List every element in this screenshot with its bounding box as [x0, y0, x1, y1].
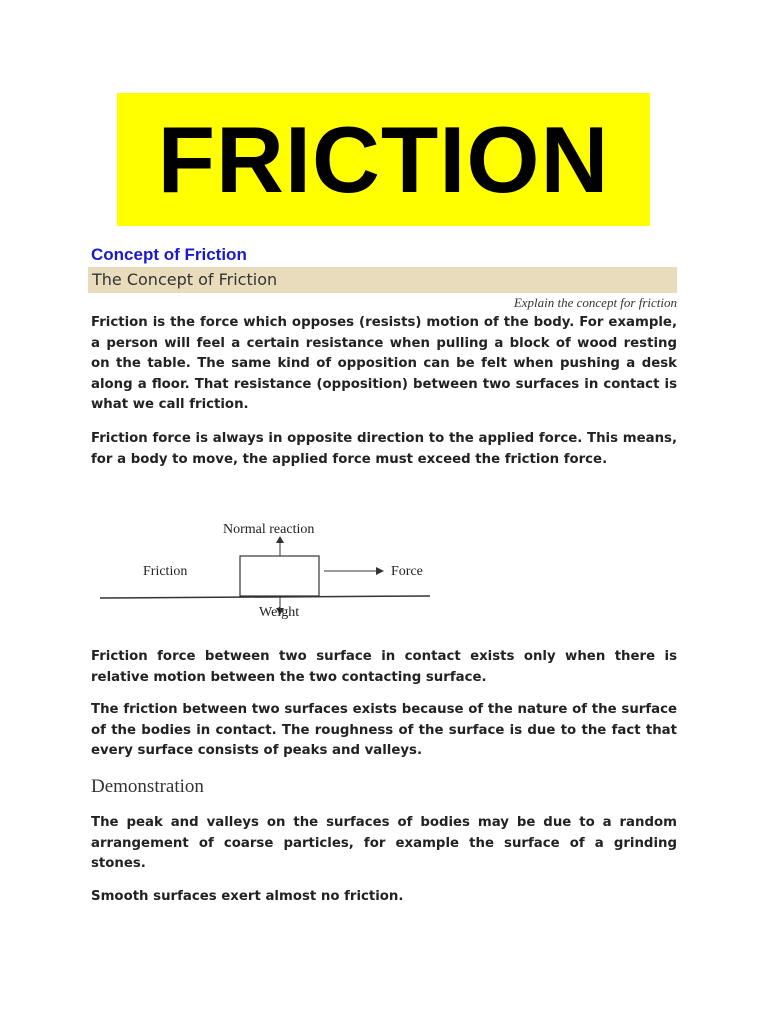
paragraph-direction: Friction force is always in opposite direction to the applied force. This means, for a body to move, the applied force must exceed the friction force.	[91, 431, 677, 467]
concept-heading: Concept of Friction	[91, 245, 247, 264]
friction-label: Friction	[143, 564, 188, 579]
demonstration-heading: Demonstration	[91, 776, 204, 797]
block	[240, 556, 319, 596]
title-banner	[117, 93, 650, 226]
page-title: FRICTION	[157, 106, 610, 212]
explain-note: Explain the concept for friction	[513, 295, 677, 310]
weight-label: Weight	[259, 605, 300, 620]
section-title: The Concept of Friction	[92, 270, 278, 289]
paragraph-peaks-valleys: The peak and valleys on the surfaces of bodies may be due to a random arrangement of coarse particles, for example the surface of a grinding stones.	[91, 815, 677, 872]
normal-arrowhead	[276, 536, 284, 543]
force-label: Force	[391, 564, 423, 579]
friction-diagram	[90, 512, 435, 622]
section-title-bar	[88, 267, 677, 293]
paragraph-smooth-surfaces: Smooth surfaces exert almost no friction.	[91, 889, 404, 904]
force-arrowhead	[376, 567, 384, 575]
normal-reaction-label: Normal reaction	[223, 522, 315, 537]
paragraph-relative-motion: Friction force between two surface in contact exists only when there is relative motion between the two contacting surface.	[91, 649, 677, 685]
paragraph-definition: Friction is the force which opposes (resists) motion of the body. For example, a person will feel a certain resistance when pulling a block of wood resting on the table. The same kind of opposition can be felt when pushing a desk along a floor. That resistance (opposition) between two surfaces in contact is what we call friction.	[91, 315, 677, 413]
paragraph-surface-nature: The friction between two surfaces exists because of the nature of the surface of the bodies in contact. The roughness of the surface is due to the fact that every surface consists of peaks and valleys.	[91, 702, 677, 759]
